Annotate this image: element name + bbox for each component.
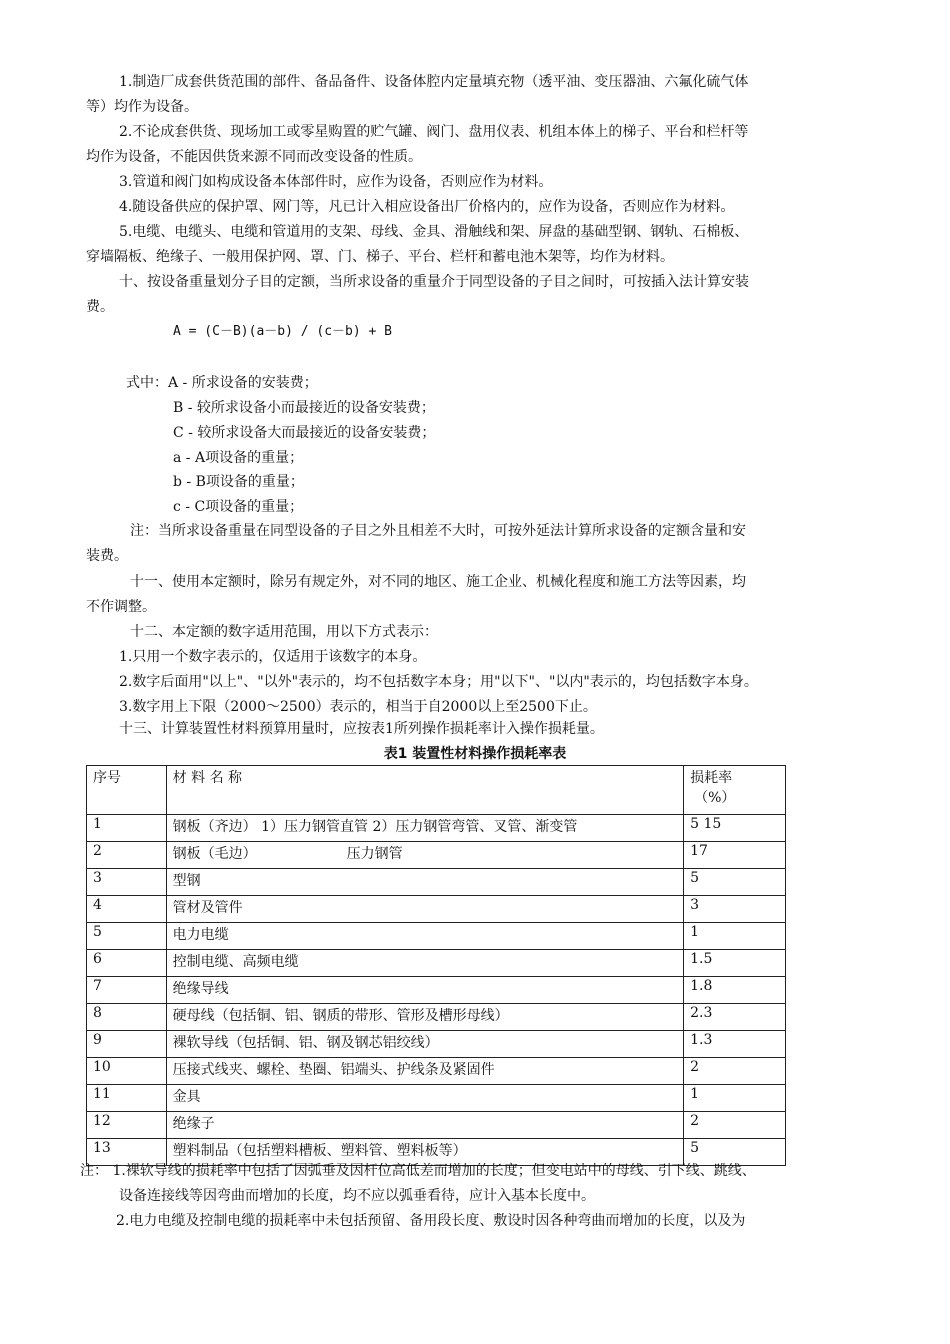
cell-no: 7 (87, 977, 167, 1004)
cell-rate: 2.3 (684, 1004, 786, 1031)
cell-name-text: 钢板（齐边） 1）压力钢管直管 2）压力钢管弯管、叉管、渐变管 (172, 819, 578, 835)
cell-name-text: 钢板（毛边） (172, 846, 257, 862)
cell-name (166, 950, 683, 977)
cell-name-text: 塑料制品（包括塑料槽板、塑料管、塑料板等） (172, 1143, 467, 1159)
paragraph-line: 费。 (86, 299, 114, 315)
cell-no: 8 (87, 1004, 167, 1031)
table-row (87, 869, 786, 896)
cell-name (166, 1112, 683, 1139)
section-12-line: 十二、本定额的数字适用范围，用以下方式表示： (130, 624, 438, 640)
table-row (87, 1085, 786, 1112)
cell-name (166, 1058, 683, 1085)
paragraph-line: 等）均作为设备。 (86, 99, 198, 115)
header-no: 序号 (87, 766, 167, 815)
cell-name-text: 管材及管件 (172, 900, 243, 916)
cell-name (166, 1031, 683, 1058)
cell-name-text: 硬母线（包括铜、铝、钢质的带形、管形及槽形母线） (172, 1008, 509, 1024)
table-row (87, 977, 786, 1004)
cell-no: 10 (87, 1058, 167, 1085)
cell-name-text: 绝缘导线 (172, 981, 229, 997)
cell-name-text: 金具 (172, 1089, 201, 1105)
cell-rate: 5 (684, 1139, 786, 1166)
formula-term: c - C项设备的重量； (173, 499, 304, 515)
paragraph-line: 3.管道和阀门如构成设备本体部件时，应作为设备，否则应作为材料。 (119, 174, 553, 190)
formula-term: b - B项设备的重量； (173, 474, 304, 490)
cell-rate: 2 (684, 1112, 786, 1139)
cell-name (166, 842, 683, 869)
cell-rate: 1.8 (684, 977, 786, 1004)
formula-term: 式中：A - 所求设备的安装费； (126, 375, 318, 391)
cell-name (166, 815, 683, 842)
header-name: 材 料 名 称 (166, 766, 683, 815)
cell-rate: 1 (684, 923, 786, 950)
table-caption: 表1 装置性材料操作损耗率表 (383, 746, 567, 762)
cell-name-text: 控制电缆、高频电缆 (172, 954, 299, 970)
cell-no: 3 (87, 869, 167, 896)
section-12-line: 2.数字后面用"以上"、"以外"表示的，均不包括数字本身；用"以下"、"以内"表示的，均包括数字本身。 (119, 674, 758, 690)
note-line: 装费。 (86, 548, 128, 564)
cell-no: 9 (87, 1031, 167, 1058)
cell-name (166, 1004, 683, 1031)
cell-rate: 3 (684, 896, 786, 923)
formula-term: C - 较所求设备大而最接近的设备安装费； (173, 425, 436, 441)
table-row (87, 815, 786, 842)
formula: A = (C－B)(a－b) / (c－b) + B (173, 324, 393, 339)
cell-no: 5 (87, 923, 167, 950)
cell-rate: 1.5 (684, 950, 786, 977)
loss-rate-table (86, 765, 786, 1166)
cell-no: 1 (87, 815, 167, 842)
cell-rate: 5 15 (684, 815, 786, 842)
cell-rate: 17 (684, 842, 786, 869)
cell-no: 4 (87, 896, 167, 923)
section-11-line: 十一、使用本定额时，除另有规定外，对不同的地区、施工企业、机械化程度和施工方法等因素，均 (130, 574, 746, 590)
footnote-line: 注： 1.裸软导线的损耗率中包括了因弧垂及因杆位高低差而增加的长度；但变电站中的母线、引下线、跳线、 (80, 1163, 756, 1179)
cell-rate: 1.3 (684, 1031, 786, 1058)
cell-name-text: 电力电缆 (172, 927, 229, 943)
cell-name (166, 869, 683, 896)
cell-name (166, 977, 683, 1004)
table-row (87, 896, 786, 923)
table-row (87, 950, 786, 977)
section-12-line: 3.数字用上下限（2000～2500）表示的，相当于自2000以上至2500下止。 (119, 699, 597, 715)
section-11-line: 不作调整。 (86, 599, 156, 615)
table-row (87, 1031, 786, 1058)
cell-no: 6 (87, 950, 167, 977)
cell-no: 13 (87, 1139, 167, 1166)
cell-rate: 1 (684, 1085, 786, 1112)
cell-name-text: 绝缘子 (172, 1116, 215, 1132)
header-rate (684, 766, 786, 815)
header-rate-unit: （%） (694, 790, 736, 806)
cell-name-sub: 压力钢管 (346, 846, 403, 862)
note-line: 注：当所求设备重量在同型设备的子目之外且相差不大时，可按外延法计算所求设备的定额含量和安 (130, 523, 746, 539)
paragraph-line: 1.制造厂成套供货范围的部件、备品备件、设备体腔内定量填充物（透平油、变压器油、六氟化硫气体 (119, 74, 749, 90)
section-12-line: 1.只用一个数字表示的，仅适用于该数字的本身。 (119, 649, 427, 665)
footnote-line: 2.电力电缆及控制电缆的损耗率中未包括预留、备用段长度、敷设时因各种弯曲而增加的长度，以及为 (116, 1213, 746, 1229)
cell-no: 2 (87, 842, 167, 869)
table-row (87, 1058, 786, 1085)
paragraph-line: 穿墙隔板、绝缘子、一般用保护网、罩、门、梯子、平台、栏杆和蓄电池木架等，均作为材料。 (86, 249, 674, 265)
cell-name (166, 923, 683, 950)
cell-name-text: 压接式线夹、螺栓、垫圈、铝端头、护线条及紧固件 (172, 1062, 495, 1078)
cell-rate: 2 (684, 1058, 786, 1085)
section-13-line: 十三、计算装置性材料预算用量时，应按表1所列操作损耗率计入操作损耗量。 (119, 721, 604, 737)
header-rate-label: 损耗率 (690, 770, 733, 786)
table-header-row (87, 766, 786, 815)
cell-rate: 5 (684, 869, 786, 896)
cell-name (166, 896, 683, 923)
paragraph-line: 4.随设备供应的保护罩、网门等，凡已计入相应设备出厂价格内的，应作为设备，否则应作为材料。 (119, 199, 735, 215)
cell-no: 12 (87, 1112, 167, 1139)
formula-term: B - 较所求设备小而最接近的设备安装费； (173, 400, 435, 416)
table-row (87, 923, 786, 950)
cell-no: 11 (87, 1085, 167, 1112)
paragraph-line: 十、按设备重量划分子目的定额，当所求设备的重量介于同型设备的子目之间时，可按插入法计算安装 (119, 274, 749, 290)
paragraph-line: 5.电缆、电缆头、电缆和管道用的支架、母线、金具、滑触线和架、屏盘的基础型钢、钢轨、石棉板、 (119, 224, 749, 240)
table-row (87, 842, 786, 869)
formula-term: a - A项设备的重量； (173, 450, 304, 466)
cell-name-text: 裸软导线（包括铜、铝、钢及钢芯铝绞线） (172, 1035, 439, 1051)
table-row (87, 1004, 786, 1031)
cell-name (166, 1085, 683, 1112)
table-row (87, 1112, 786, 1139)
paragraph-line: 2.不论成套供货、现场加工或零星购置的贮气罐、阀门、盘用仪表、机组本体上的梯子、平台和栏杆等 (119, 124, 749, 140)
paragraph-line: 均作为设备，不能因供货来源不同而改变设备的性质。 (86, 149, 422, 165)
cell-name-text: 型钢 (172, 873, 201, 889)
footnote-line: 设备连接线等因弯曲而增加的长度，均不应以弧垂看待，应计入基本长度中。 (119, 1188, 595, 1204)
